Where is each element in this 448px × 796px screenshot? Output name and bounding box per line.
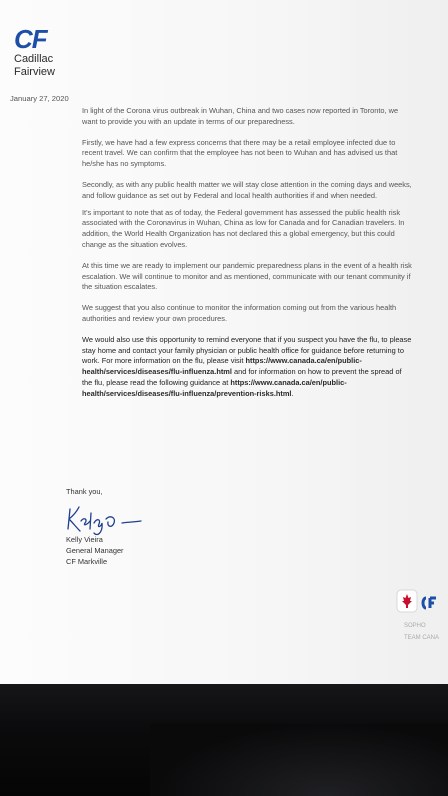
cf-mini-logo-icon bbox=[423, 598, 436, 608]
paragraph-risk-assessment: It's important to note that as of today, the Federal government has assessed the public health risk associated with the Coronavirus in Wuhan, China as low for Canada and for Canadian travelers. In addition, the World Health Organization has not declared this a global emergency, but this could change as the situation evolves. bbox=[82, 207, 405, 249]
signoff: Thank you, bbox=[66, 487, 103, 496]
paragraph-suggestion: We suggest that you also continue to monitor the information coming out from the various health authorities and review your own procedures. bbox=[82, 303, 397, 323]
flu-guidance-text-1: We would also use this opportunity to remind everyone that if you suspect you have the flu, to please stay home and contact your family physician or public health office for guidance before returning to work. For more information on the flu, please visit bbox=[82, 334, 412, 366]
paragraph-preparedness: At this time we are ready to implement our pandemic preparedness plans in the event of a health risk escalation. We will continue to monitor and as mentioned, communicate with our tenant community if the situation escalates. bbox=[82, 260, 412, 292]
fabric-fold bbox=[150, 724, 448, 796]
paragraph-intro: In light of the Corona virus outbreak in Wuhan, China and two cases now reported in Toronto, we want to provide you with an update in terms of our preparedness. bbox=[82, 106, 399, 126]
footer-line-2: TEAM CANA bbox=[404, 635, 440, 641]
flu-prevention-link[interactable]: https://www.canada.ca/en/public-health/services/diseases/flu-influenza/prevention-risks.html bbox=[82, 377, 347, 398]
letterhead-logo bbox=[14, 26, 55, 78]
paragraph-employee: Firstly, we have had a few express concerns that there may be a retail employee infected due to recent travel. We can confirm that the employee has not been to Wuhan and has advised us that he/she has no symptoms. bbox=[82, 137, 398, 169]
letter-body bbox=[82, 106, 412, 410]
flu-guidance-text-3: . bbox=[291, 388, 294, 398]
team-canada-logo bbox=[396, 588, 448, 618]
paragraph-flu-guidance bbox=[82, 335, 412, 400]
flu-guidance-text-2: and for information on how to prevent the spread of the flu, please read the following guidance at bbox=[82, 367, 402, 387]
signer-block bbox=[66, 534, 124, 567]
signer-title: General Manager bbox=[66, 546, 124, 555]
company-name-line2: Fairview bbox=[14, 66, 55, 78]
cf-logo-mark: CF bbox=[14, 24, 47, 54]
footer-sponsor-text bbox=[404, 620, 439, 644]
company-name-line1: Cadillac bbox=[14, 53, 54, 65]
paragraph-monitoring: Secondly, as with any public health matter we will stay close attention in the coming days and weeks, and follow guidance as set out by Federal and local health authorities if and when needed. bbox=[82, 179, 412, 200]
signer-organization: CF Markville bbox=[66, 557, 108, 566]
footer-line-1: SOPHO bbox=[404, 623, 426, 629]
handwritten-signature bbox=[64, 503, 144, 537]
flu-influenza-link[interactable]: https://www.canada.ca/en/public-health/services/diseases/flu-influenza.html bbox=[82, 356, 362, 377]
letter-date: January 27, 2020 bbox=[10, 94, 69, 103]
signer-name: Kelly Vieira bbox=[66, 535, 103, 544]
dark-background-below-page bbox=[0, 684, 448, 796]
